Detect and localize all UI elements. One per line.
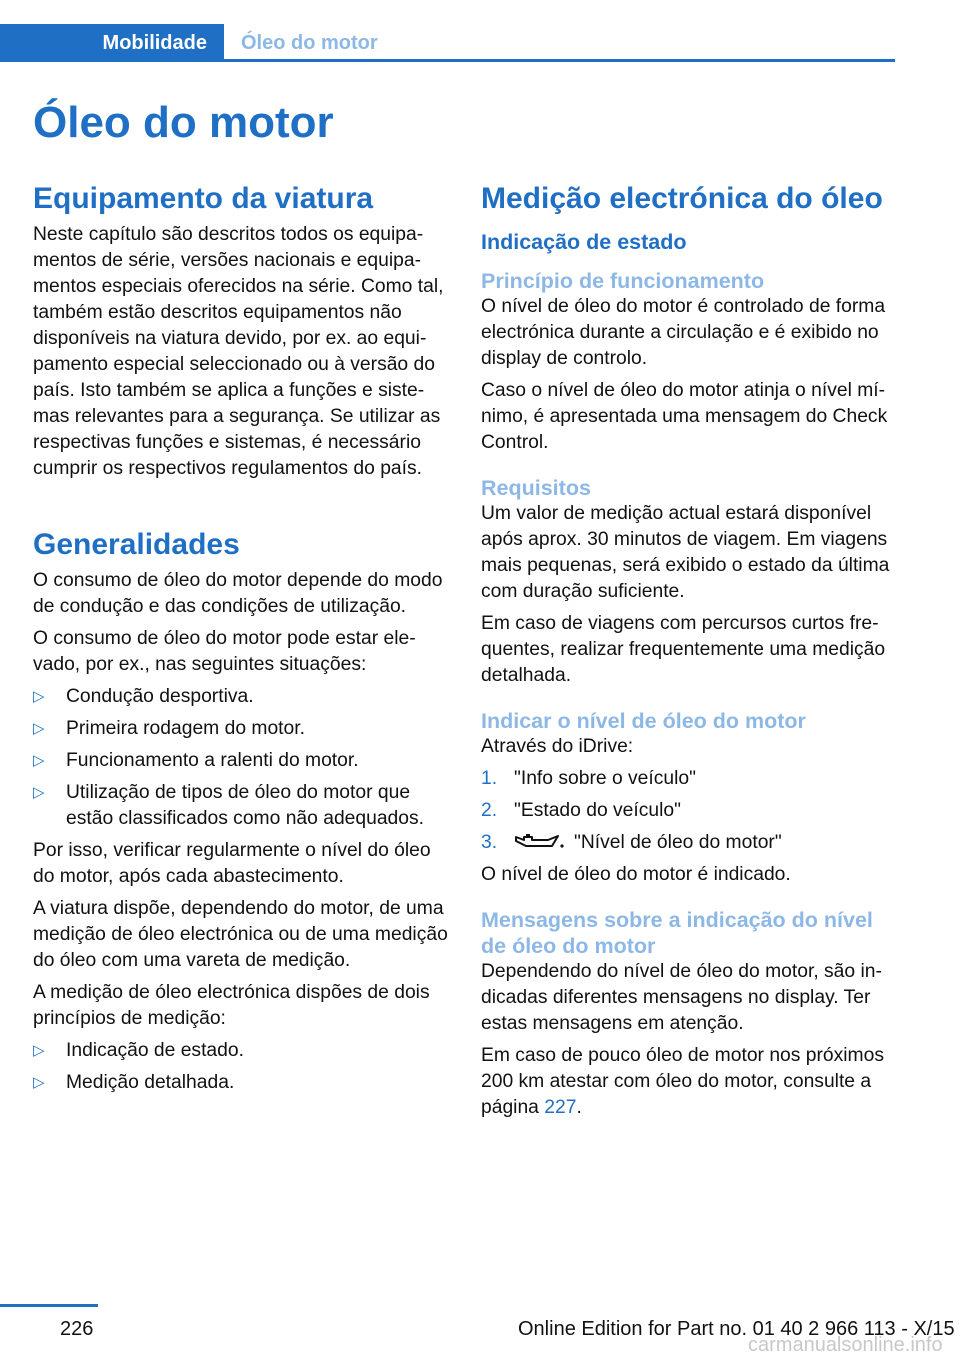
messages-paragraph: Em caso de pouco óleo de motor nos próximos 200 km atestar com óleo do motor, consulte a página 227. bbox=[481, 1045, 884, 1118]
oil-can-icon bbox=[514, 833, 566, 851]
left-column bbox=[33, 180, 449, 1102]
requirements-paragraph: Um valor de medição actual estará disponível após aprox. 30 minutos de viagem. Em viagens mais pequenas, será exibido o estado da última com duração suficiente. bbox=[481, 503, 890, 602]
list-item: 2. "Estado do veículo" bbox=[481, 800, 681, 821]
requirements-heading: Requisitos bbox=[481, 476, 591, 500]
triangle-bullet-icon: ▷ bbox=[33, 1042, 45, 1059]
triangle-bullet-icon: ▷ bbox=[33, 688, 45, 705]
function-paragraph: Caso o nível de óleo do motor atinja o nível mínimo, é apresentada uma mensagem do Check Control. bbox=[481, 380, 888, 453]
show-level-result: O nível de óleo do motor é indicado. bbox=[481, 864, 791, 885]
header-divider bbox=[224, 59, 895, 62]
general-paragraph: Por isso, verificar regularmente o nível do óleo do motor, após cada abastecimento. bbox=[33, 840, 431, 887]
messages-paragraph: Dependendo do nível de óleo do motor, são indicadas diferentes mensagens no display. Ter estas mensagens em atenção. bbox=[481, 961, 882, 1034]
general-heading: Generalidades bbox=[33, 528, 240, 561]
list-item: ▷ Medição detalhada. bbox=[33, 1070, 449, 1096]
list-item: ▷ Utilização de tipos de óleo do motor que estão classificados como não adequados. bbox=[33, 782, 425, 829]
situations-list bbox=[33, 684, 449, 832]
list-item: ▷ Condução desportiva. bbox=[33, 684, 449, 710]
equipment-text: Neste capítulo são descritos todos os equipamentos de série, versões nacionais e equipamentos especiais oferecidos na série. Como tal, também estão descritos equipamentos não disponíveis na viatura devido, por ex. ao equipamento especial seleccionado ou à versão do país. Isto também se aplica a funções e sistemas relevantes para a segurança. Se utilizar as respectivas funções e sistemas, é necessário cumprir os respectivos regulamentos do país. bbox=[33, 224, 444, 479]
equipment-heading: Equipamento da viatura bbox=[33, 182, 374, 215]
section-tab[interactable]: Mobilidade bbox=[0, 24, 224, 62]
general-paragraph: A viatura dispõe, dependendo do motor, de uma medição de óleo electrónica ou de uma medição do óleo com uma vareta de medição. bbox=[33, 898, 448, 971]
chapter-tab[interactable]: Óleo do motor bbox=[241, 32, 378, 54]
list-item: ▷ Primeira rodagem do motor. bbox=[33, 716, 449, 742]
footer-divider bbox=[0, 1304, 98, 1307]
page-title: Óleo do motor bbox=[33, 98, 334, 147]
header-bar bbox=[0, 24, 895, 62]
show-level-intro: Através do iDrive: bbox=[481, 736, 634, 757]
general-paragraph: O consumo de óleo do motor depende do modo de condução e das condições de utilização. bbox=[33, 570, 443, 617]
function-heading: Princípio de funcionamento bbox=[481, 269, 765, 293]
triangle-bullet-icon: ▷ bbox=[33, 1074, 45, 1091]
function-paragraph: O nível de óleo do motor é controlado de forma electrónica durante a circulação e é exibido no display de controlo. bbox=[481, 296, 886, 369]
triangle-bullet-icon: ▷ bbox=[33, 784, 45, 801]
steps-list bbox=[481, 766, 899, 856]
general-paragraph: A medição de óleo electrónica dispões de dois princípios de medição: bbox=[33, 982, 430, 1029]
status-heading: Indicação de estado bbox=[481, 230, 687, 254]
triangle-bullet-icon: ▷ bbox=[33, 720, 45, 737]
right-column bbox=[481, 180, 899, 1127]
show-level-heading: Indicar o nível de óleo do motor bbox=[481, 709, 806, 733]
list-item: 3. "Nível de óleo do motor" bbox=[481, 832, 782, 853]
messages-heading: Mensagens sobre a indicação do nível de óleo do motor bbox=[481, 908, 873, 958]
requirements-paragraph: Em caso de viagens com percursos curtos frequentes, realizar frequentemente uma medição detalhada. bbox=[481, 613, 886, 686]
general-paragraph: O consumo de óleo do motor pode estar elevado, por ex., nas seguintes situações: bbox=[33, 628, 416, 675]
page-number: 226 bbox=[60, 1318, 94, 1340]
triangle-bullet-icon: ▷ bbox=[33, 752, 45, 769]
list-item: 1. "Info sobre o veículo" bbox=[481, 768, 696, 789]
principles-list bbox=[33, 1038, 449, 1096]
edition-note: Online Edition for Part no. 01 40 2 966 113 - X/15 bbox=[518, 1318, 955, 1340]
list-item: ▷ Indicação de estado. bbox=[33, 1038, 449, 1064]
measurement-heading: Medição electrónica do óleo bbox=[481, 182, 883, 215]
watermark: carmanualsonline.info bbox=[748, 1334, 943, 1356]
list-item: ▷ Funcionamento a ralenti do motor. bbox=[33, 748, 449, 774]
page-link[interactable]: 227 bbox=[544, 1097, 577, 1118]
